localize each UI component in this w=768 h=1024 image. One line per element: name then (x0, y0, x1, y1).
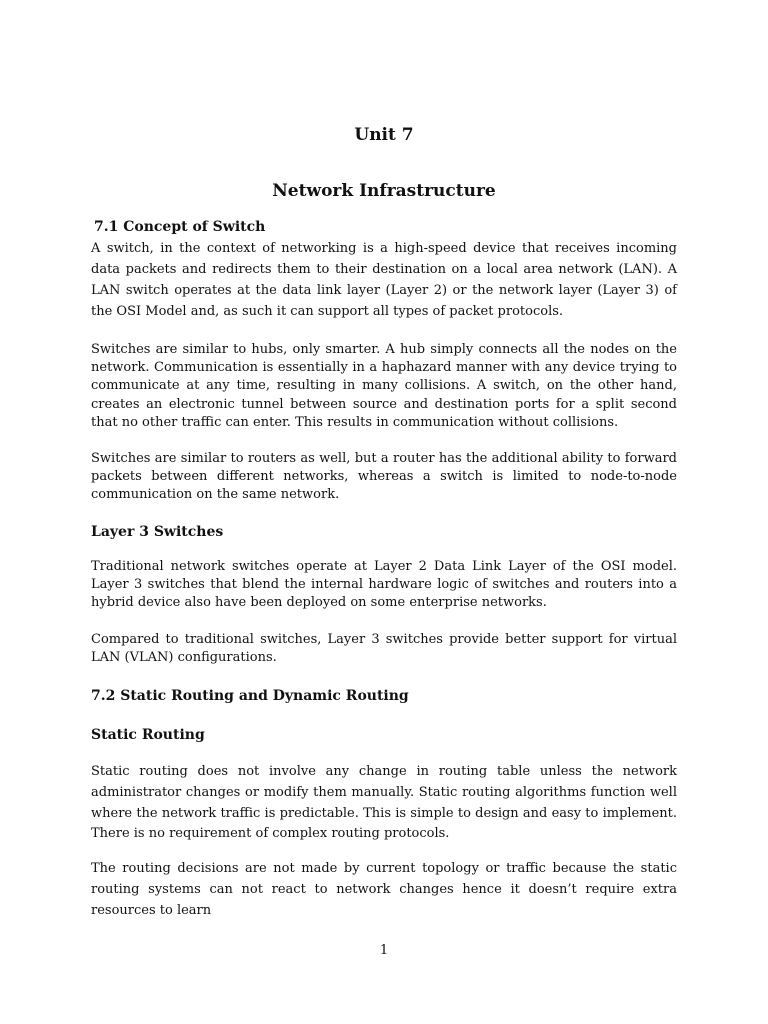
section-heading-static-routing: Static Routing (91, 727, 205, 743)
paragraph-switches-vs-hubs: Switches are similar to hubs, only smarter. A hub simply connects all the nodes on the network. Communication is essentially in a haphazard manner with any device trying to communicate at any time, resulting in many collisions. A switch, on the other hand, creates an electronic tunnel between source and destination ports for a split second that no other traffic can enter. This results in communication without collisions. (91, 342, 677, 430)
paragraph-switch-definition: A switch, in the context of networking is a high-speed device that receives incoming data packets and redirects them to their destination on a local area network (LAN). A LAN switch operates at the data link layer (Layer 2) or the network layer (Layer 3) of the OSI Model and, as such it can support all types of packet protocols. (91, 241, 677, 319)
paragraph-static-routing-definition: Static routing does not involve any change in routing table unless the network administrator changes or modify them manually. Static routing algorithms function well where the network traffic is predictable. This is simple to design and easy to implement. There is no requirement of complex routing protocols. (91, 764, 677, 842)
section-heading-routing: 7.2 Static Routing and Dynamic Routing (91, 688, 409, 704)
document-title: Network Infrastructure (272, 181, 496, 201)
section-heading-layer3-switches: Layer 3 Switches (91, 524, 224, 540)
paragraph-layer3-vlan: Compared to traditional switches, Layer 3 switches provide better support for virtual LAN (VLAN) configurations. (91, 632, 677, 666)
paragraph-layer3-overview: Traditional network switches operate at Layer 2 Data Link Layer of the OSI model. Layer 3 switches that blend the internal hardware logic of switches and routers into a hybrid device also have been deployed on some enterprise networks. (91, 559, 677, 611)
unit-title: Unit 7 (354, 125, 414, 145)
paragraph-static-routing-decisions: The routing decisions are not made by current topology or traffic because the static routing systems can not react to network changes hence it doesn’t require extra resources to learn (91, 861, 677, 918)
paragraph-switches-vs-routers: Switches are similar to routers as well, but a router has the additional ability to forward packets between different networks, whereas a switch is limited to node-to-node communication on the same network. (91, 451, 677, 503)
page-number: 1 (379, 943, 389, 958)
section-heading-concept-of-switch: 7.1 Concept of Switch (94, 219, 266, 235)
